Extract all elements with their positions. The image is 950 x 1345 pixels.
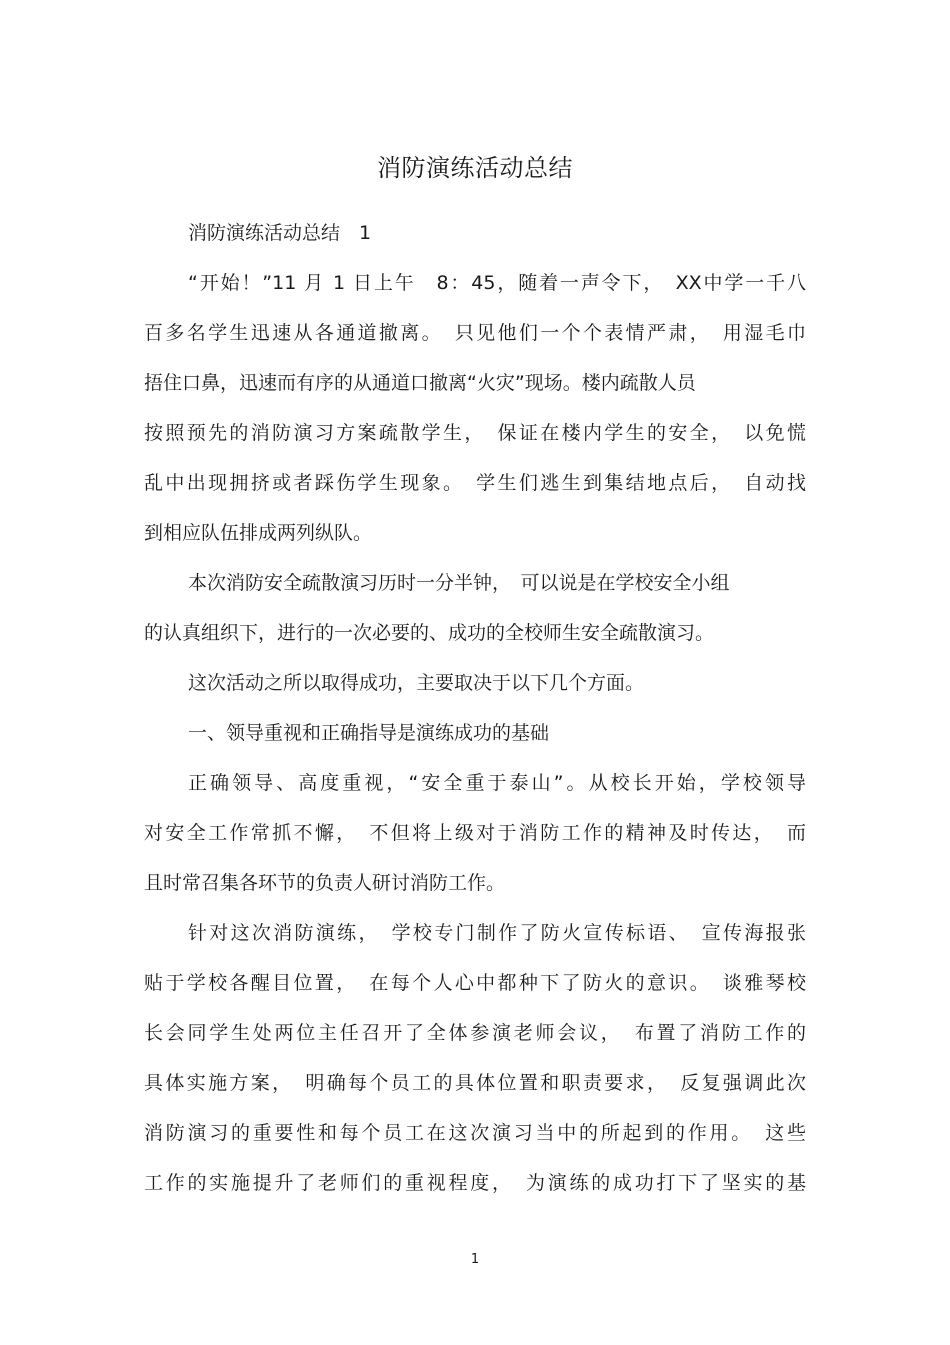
paragraph-line: 对安全工作常抓不懈， 不但将上级对于消防工作的精神及时传达， 而 [144,822,806,844]
paragraph-line: 到相应队伍排成两列纵队。 [144,522,373,544]
document-title: 消防演练活动总结 [377,154,573,182]
paragraph-line: 工作的实施提升了老师们的重视程度， 为演练的成功打下了坚实的基 [144,1172,806,1194]
subsection-heading: 一、领导重视和正确指导是演练成功的基础 [188,722,550,744]
paragraph-line: 乱中出现拥挤或者踩伤学生现象。 学生们逃生到集结地点后， 自动找 [144,472,806,494]
paragraph-line: 捂住口鼻，迅速而有序的从通道口撤离“火灾”现场。楼内疏散人员 [144,372,696,394]
paragraph-line: 针对这次消防演练， 学校专门制作了防火宣传标语、 宣传海报张 [188,922,806,944]
paragraph-line: 正确领导、高度重视，“安全重于泰山”。从校长开始，学校领导 [188,772,806,794]
paragraph-line: 具体实施方案， 明确每个员工的具体位置和职责要求， 反复强调此次 [144,1072,806,1094]
paragraph-line: 本次消防安全疏散演习历时一分半钟， 可以说是在学校安全小组 [188,572,730,594]
page-number: 1 [470,1252,480,1267]
paragraph-line: 且时常召集各环节的负责人研讨消防工作。 [144,872,506,894]
paragraph-line: 百多名学生迅速从各通道撤离。 只见他们一个个表情严肃， 用湿毛巾 [144,322,806,344]
paragraph-line: 按照预先的消防演习方案疏散学生， 保证在楼内学生的安全， 以免慌 [144,422,806,444]
paragraph-line: 长会同学生处两位主任召开了全体参演老师会议， 布置了消防工作的 [144,1022,806,1044]
paragraph-line: 的认真组织下，进行的一次必要的、成功的全校师生安全疏散演习。 [144,622,715,644]
section-heading: 消防演练活动总结 1 [188,222,372,244]
paragraph-line: “开始！”11 月 1 日上午 8：45，随着一声令下， XX中学一千八 [188,272,806,294]
paragraph-line: 贴于学校各醒目位置， 在每个人心中都种下了防火的意识。 谈雅琴校 [144,972,806,994]
paragraph-line: 消防演习的重要性和每个员工在这次演习当中的所起到的作用。 这些 [144,1122,806,1144]
paragraph-line: 这次活动之所以取得成功，主要取决于以下几个方面。 [188,672,645,694]
